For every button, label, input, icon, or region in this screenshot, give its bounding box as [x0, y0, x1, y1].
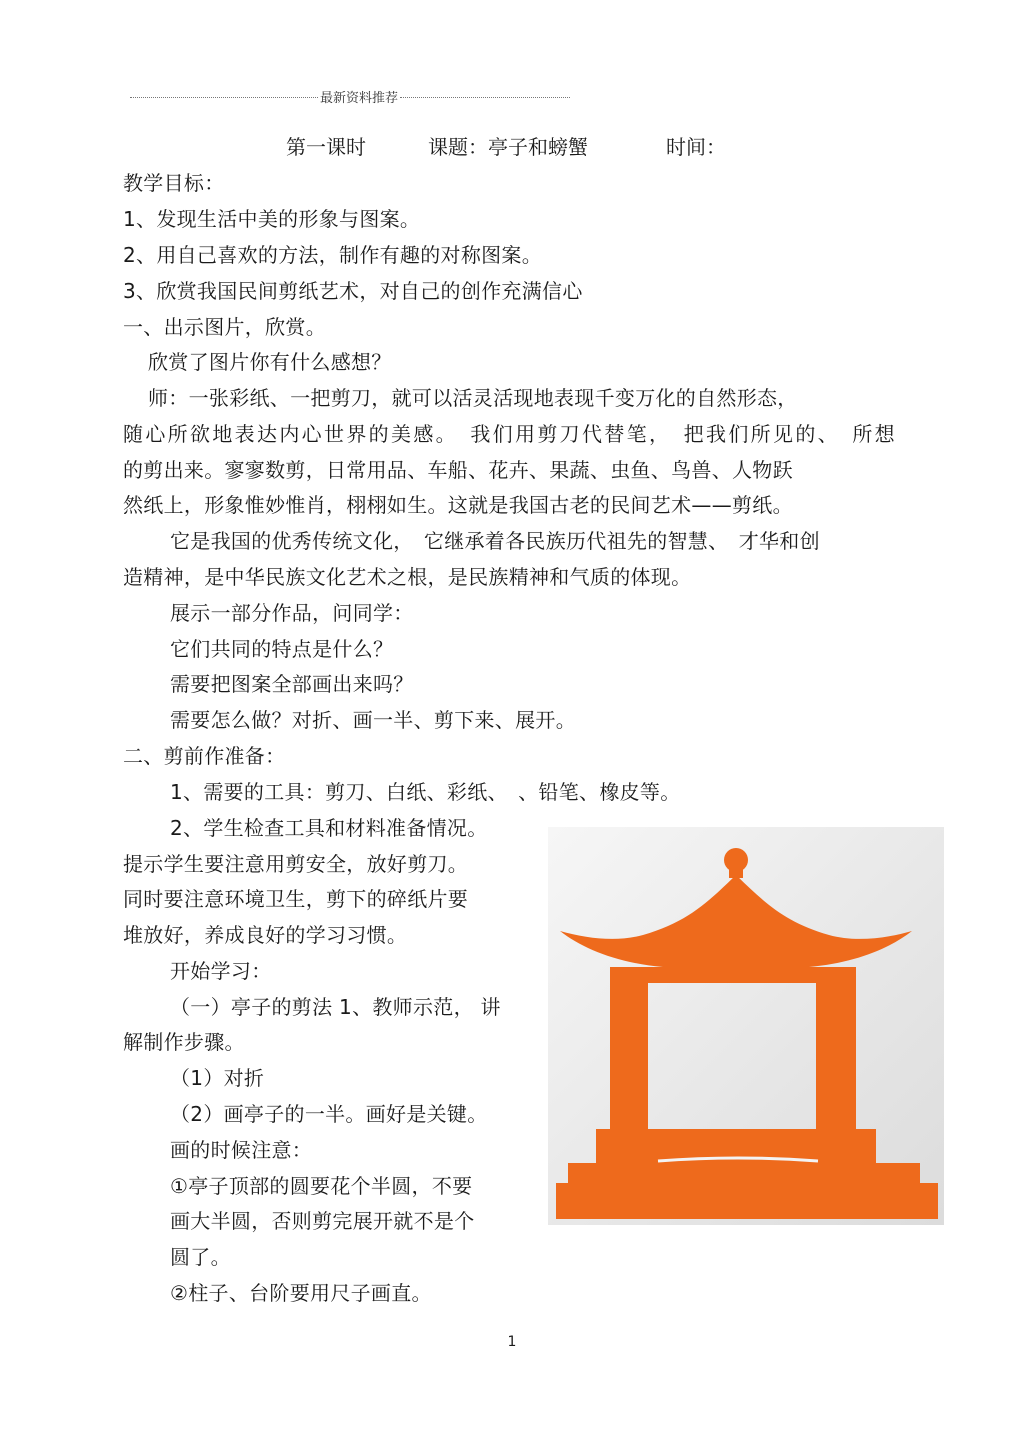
culture-paragraph-line: 造精神，是中华民族文化艺术之根，是民族精神和气质的体现。 — [123, 565, 692, 589]
body-line: 需要把图案全部画出来吗？ — [170, 672, 414, 696]
teacher-paragraph-line: 的剪出来。寥寥数剪，日常用品、车船、花卉、果蔬、虫鱼、鸟兽、人物跃 — [123, 458, 793, 482]
pavilion-papercut-image — [548, 827, 944, 1225]
body-line: 同时要注意环境卫生，剪下的碎纸片要 — [123, 887, 469, 911]
body-line: 开始学习： — [170, 959, 272, 983]
lesson-number: 第一课时 — [286, 135, 366, 159]
pavilion-method-heading: （一）亭子的剪法 1、教师示范， 讲 — [170, 995, 501, 1019]
body-line: 它们共同的特点是什么？ — [170, 637, 394, 661]
teacher-paragraph-line: 师：一张彩纸、一把剪刀，就可以活灵活现地表现千变万化的自然形态， — [148, 386, 798, 410]
section-1-heading: 一、出示图片，欣赏。 — [123, 315, 326, 339]
header-rule-left — [130, 97, 318, 98]
note-2: ②柱子、台阶要用尺子画直。 — [170, 1281, 432, 1305]
objective-3: 3、欣赏我国民间剪纸艺术，对自己的创作充满信心 — [123, 279, 583, 303]
body-line: 画的时候注意： — [170, 1138, 313, 1162]
question-line: 欣赏了图片你有什么感想？ — [148, 350, 392, 374]
lesson-topic: 课题：亭子和螃蟹 — [428, 135, 588, 159]
header-text: 最新资料推荐 — [320, 90, 399, 106]
note-1: ①亭子顶部的圆要花个半圆，不要 — [170, 1174, 473, 1198]
tools-line: 1、需要的工具：剪刀、白纸、彩纸、 、铅笔、橡皮等。 — [170, 780, 681, 804]
objective-1: 1、发现生活中美的形象与图案。 — [123, 207, 421, 231]
objectives-heading: 教学目标： — [123, 171, 225, 195]
lesson-title-line — [0, 132, 1024, 162]
page-header — [130, 86, 570, 106]
body-line: 2、学生检查工具和材料准备情况。 — [170, 816, 488, 840]
step-2: （2）画亭子的一半。画好是关键。 — [170, 1102, 488, 1126]
note-1-cont: 圆了。 — [170, 1245, 231, 1269]
body-line: 需要怎么做？对折、画一半、剪下来、展开。 — [170, 708, 576, 732]
teacher-paragraph-line: 随心所欲地表达内心世界的美感。 我们用剪刀代替笔， 把我们所见的、 所想 — [123, 422, 895, 446]
header-rule-right — [400, 97, 570, 98]
note-1-cont: 画大半圆，否则剪完展开就不是个 — [170, 1209, 475, 1233]
teacher-paragraph-line: 然纸上，形象惟妙惟肖，栩栩如生。这就是我国古老的民间艺术——剪纸。 — [123, 493, 793, 517]
pavilion-shape — [556, 848, 938, 1219]
lesson-time: 时间： — [666, 135, 726, 159]
body-line: 提示学生要注意用剪安全，放好剪刀。 — [123, 852, 469, 876]
body-line: 堆放好，养成良好的学习习惯。 — [123, 923, 408, 947]
objective-2: 2、用自己喜欢的方法，制作有趣的对称图案。 — [123, 243, 543, 267]
body-line: 解制作步骤。 — [123, 1030, 245, 1054]
section-2-heading: 二、剪前作准备： — [123, 744, 286, 768]
step-1: （1）对折 — [170, 1066, 265, 1090]
pavilion-papercut-photo — [548, 827, 944, 1225]
culture-paragraph-line: 它是我国的优秀传统文化， 它继承着各民族历代祖先的智慧、 才华和创 — [170, 529, 820, 553]
body-line: 展示一部分作品，问同学： — [170, 601, 414, 625]
page-number: 1 — [507, 1334, 517, 1350]
